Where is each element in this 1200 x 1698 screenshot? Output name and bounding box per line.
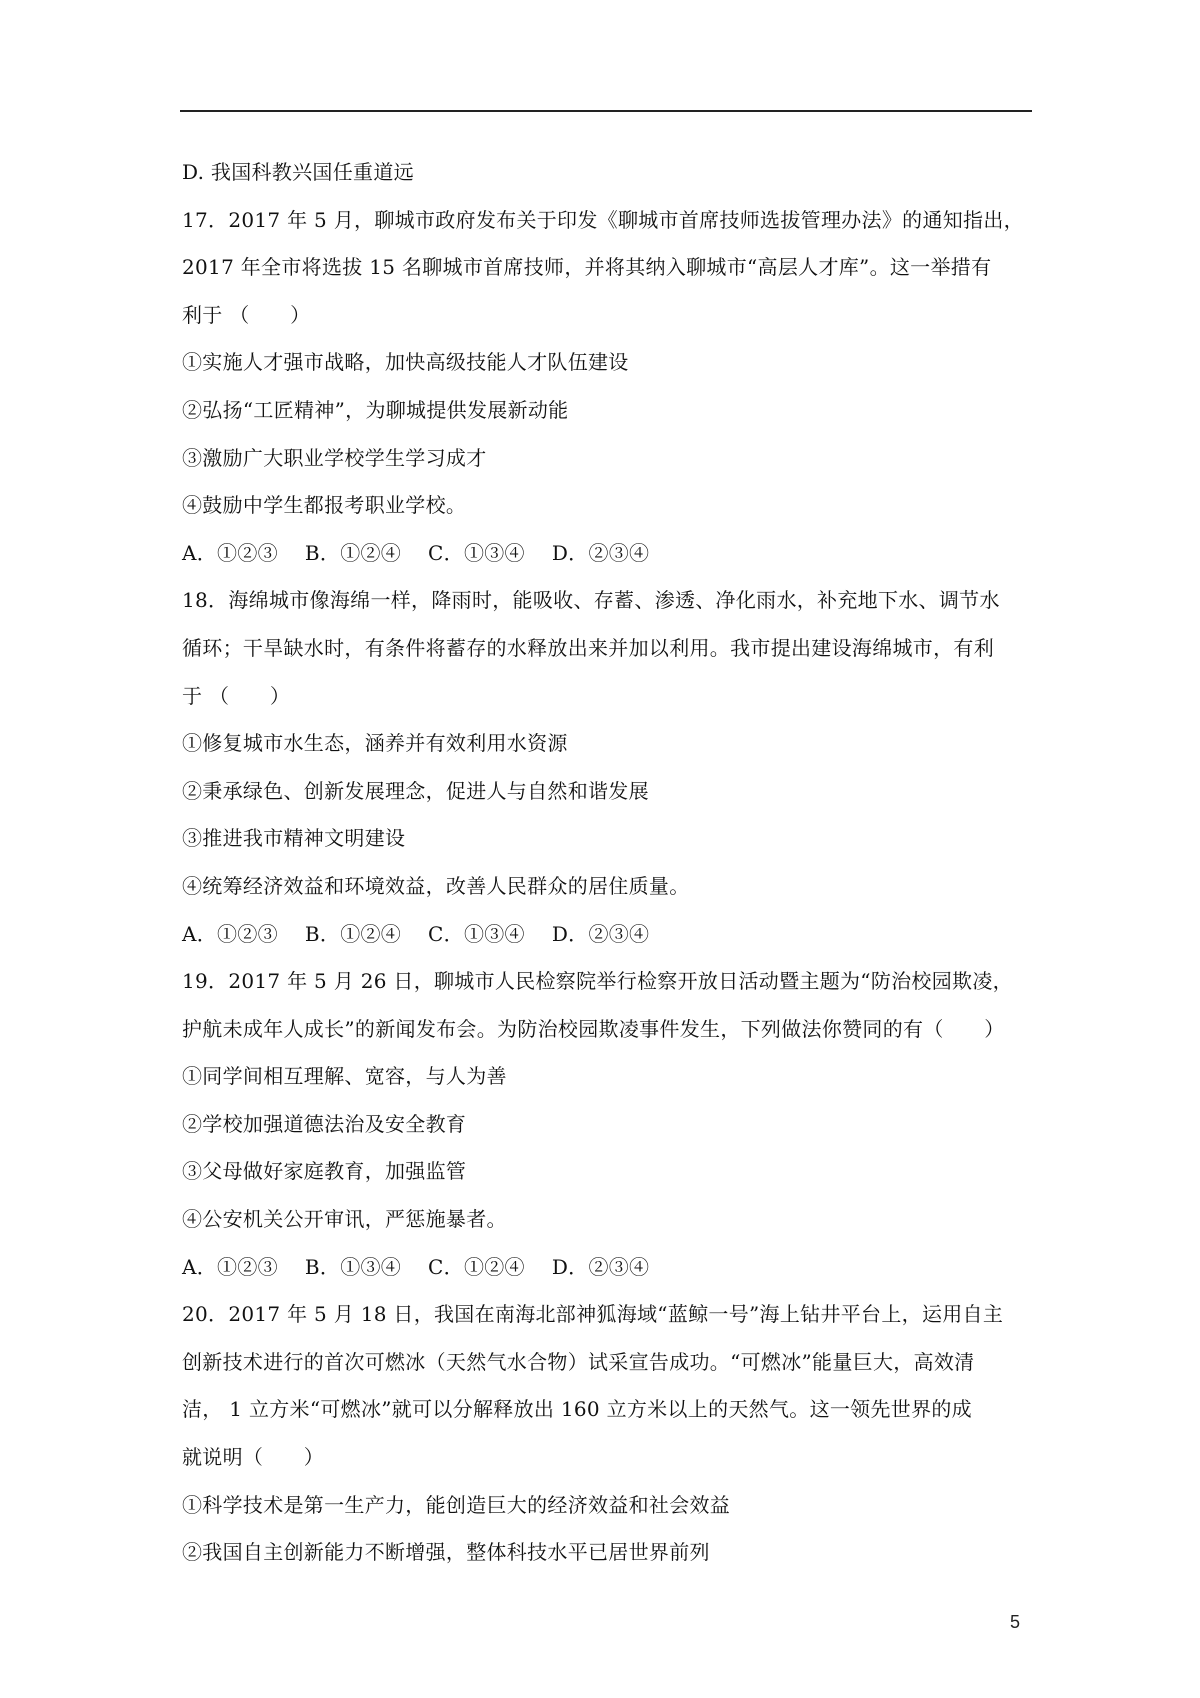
answer-choices: A．①②③ B．①②④ C．①③④ D．②③④ — [182, 921, 650, 946]
statement-item: ③父母做好家庭教育，加强监管 — [182, 1159, 467, 1184]
question-20-stem: 洁， 1 立方米“可燃冰”就可以分解释放出 160 立方米以上的天然气。这一领先世界的成 — [182, 1397, 972, 1422]
statement-item: ②学校加强道德法治及安全教育 — [182, 1111, 467, 1136]
question-20-stem: 就说明（ ） — [182, 1445, 325, 1470]
statement-item: ③激励广大职业学校学生学习成才 — [182, 445, 487, 470]
statement-item: ②秉承绿色、创新发展理念，促进人与自然和谐发展 — [182, 778, 649, 803]
question-18-stem: 循环；干旱缺水时，有条件将蓄存的水释放出来并加以利用。我市提出建设海绵城市，有利 — [182, 635, 994, 660]
statement-item: ④鼓励中学生都报考职业学校。 — [182, 493, 467, 518]
question-17-stem: 17．2017 年 5 月，聊城市政府发布关于印发《聊城市首席技师选拔管理办法》的通知指出， — [182, 207, 1024, 232]
statement-item: ①实施人才强市战略，加快高级技能人才队伍建设 — [182, 350, 629, 375]
answer-choices: A．①②③ B．①③④ C．①②④ D．②③④ — [182, 1254, 650, 1279]
question-19-stem: 护航未成年人成长”的新闻发布会。为防治校园欺凌事件发生，下列做法你赞同的有（ ） — [182, 1016, 1005, 1041]
option-line: D. 我国科教兴国任重道远 — [182, 160, 414, 184]
header-rule — [180, 110, 1032, 112]
statement-item: ①科学技术是第一生产力，能创造巨大的经济效益和社会效益 — [182, 1492, 731, 1517]
question-17-stem: 利于 （ ） — [182, 302, 311, 327]
document-body — [182, 152, 1034, 1580]
statement-item: ②弘扬“工匠精神”，为聊城提供发展新动能 — [182, 397, 569, 422]
question-18-stem: 18．海绵城市像海绵一样，降雨时，能吸收、存蓄、渗透、净化雨水，补充地下水、调节水 — [182, 588, 1000, 613]
statement-item: ①修复城市水生态，涵养并有效利用水资源 — [182, 731, 568, 756]
statement-item: ③推进我市精神文明建设 — [182, 826, 406, 851]
question-19-stem: 19．2017 年 5 月 26 日，聊城市人民检察院举行检察开放日活动暨主题为“防治校园欺凌， — [182, 969, 1013, 994]
statement-item: ④公安机关公开审讯，严惩施暴者。 — [182, 1207, 507, 1232]
question-18-stem: 于 （ ） — [182, 683, 291, 708]
question-20-stem: 创新技术进行的首次可燃冰（天然气水合物）试采宣告成功。“可燃冰”能量巨大，高效清 — [182, 1349, 975, 1374]
answer-choices: A．①②③ B．①②④ C．①③④ D．②③④ — [182, 540, 650, 565]
statement-item: ①同学间相互理解、宽容，与人为善 — [182, 1064, 507, 1089]
question-17-stem: 2017 年全市将选拔 15 名聊城市首席技师，并将其纳入聊城市“高层人才库”。这一举措有 — [182, 255, 992, 280]
page-number: 5 — [1010, 1612, 1021, 1632]
statement-item: ②我国自主创新能力不断增强，整体科技水平已居世界前列 — [182, 1540, 710, 1565]
statement-item: ④统筹经济效益和环境效益，改善人民群众的居住质量。 — [182, 873, 690, 898]
question-20-stem: 20．2017 年 5 月 18 日，我国在南海北部神狐海域“蓝鲸一号”海上钻井平台上，运用自主 — [182, 1302, 1004, 1327]
